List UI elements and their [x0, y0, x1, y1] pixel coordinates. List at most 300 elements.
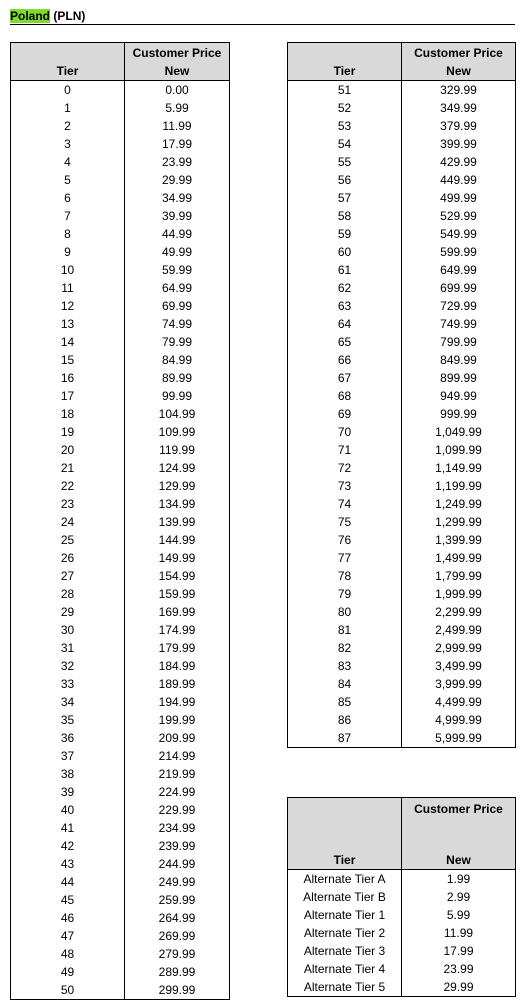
table-row [11, 783, 230, 801]
tier-cell: Alternate Tier 4 [288, 960, 402, 978]
table-row [288, 369, 516, 387]
tier-cell: 30 [11, 621, 125, 639]
table-header-row [11, 43, 230, 81]
tier-cell: 32 [11, 657, 125, 675]
price-cell: 4,499.99 [435, 695, 482, 709]
table-row [288, 603, 516, 621]
tier-cell: 80 [288, 603, 402, 621]
tier-cell: 41 [11, 819, 125, 837]
table-row [288, 513, 516, 531]
tier-cell: 12 [11, 297, 125, 315]
tier-cell: 9 [11, 243, 125, 261]
price-cell: 749.99 [440, 317, 477, 331]
price-cell: 23.99 [161, 155, 193, 169]
tier-cell: 81 [288, 621, 402, 639]
tier-cell: 69 [288, 405, 402, 423]
price-cell: 64.99 [161, 281, 193, 295]
tier-column-header: Tier [288, 798, 402, 870]
tier-cell: 53 [288, 117, 402, 135]
table-row [288, 261, 516, 279]
price-cell: 329.99 [440, 83, 477, 97]
tier-cell: 31 [11, 639, 125, 657]
tier-cell: 42 [11, 837, 125, 855]
table-row [288, 942, 516, 960]
price-cell: 1.99 [446, 872, 471, 886]
table-row [288, 117, 516, 135]
table-row [11, 117, 230, 135]
tier-cell: 57 [288, 189, 402, 207]
table-row [288, 459, 516, 477]
country-name: Poland [10, 9, 51, 23]
table-row [11, 693, 230, 711]
tier-cell: 70 [288, 423, 402, 441]
table-row [288, 297, 516, 315]
tier-cell: 20 [11, 441, 125, 459]
price-cell: 49.99 [161, 245, 193, 259]
table-row [11, 297, 230, 315]
tier-cell: 36 [11, 729, 125, 747]
tier-cell: 68 [288, 387, 402, 405]
table-row [11, 459, 230, 477]
price-cell: 4,999.99 [435, 713, 482, 727]
tier-cell: 44 [11, 873, 125, 891]
price-cell: 0.00 [165, 83, 189, 97]
price-cell: 134.99 [158, 497, 196, 511]
table-row [11, 603, 230, 621]
price-cell: 104.99 [158, 407, 196, 421]
price-cell: 119.99 [159, 443, 195, 457]
price-header-line2: New [446, 853, 471, 867]
table-row [11, 909, 230, 927]
table-row [11, 225, 230, 243]
table-row [11, 333, 230, 351]
price-cell: 449.99 [440, 173, 477, 187]
tier-cell: 28 [11, 585, 125, 603]
price-cell: 17.99 [443, 944, 474, 958]
price-cell: 124.99 [158, 461, 196, 475]
table-row [288, 693, 516, 711]
tier-cell: 65 [288, 333, 402, 351]
table-row [11, 729, 230, 747]
tier-cell: 54 [288, 135, 402, 153]
price-cell: 224.99 [158, 785, 196, 799]
price-column-header [402, 43, 516, 81]
table-row [288, 423, 516, 441]
table-row [288, 906, 516, 924]
tier-column-header: Tier [11, 43, 125, 81]
tier-cell: 40 [11, 801, 125, 819]
tier-cell: 43 [11, 855, 125, 873]
tier-cell: 17 [11, 387, 125, 405]
tier-cell: 24 [11, 513, 125, 531]
price-cell: 849.99 [440, 353, 477, 367]
tier-cell: 2 [11, 117, 125, 135]
table-row [11, 765, 230, 783]
tier-cell: 58 [288, 207, 402, 225]
price-cell: 289.99 [158, 965, 196, 979]
table-row [11, 531, 230, 549]
tier-cell: Alternate Tier 5 [288, 978, 402, 997]
tier-cell: 29 [11, 603, 125, 621]
table-row [288, 99, 516, 117]
tier-cell: 60 [288, 243, 402, 261]
tier-cell: 13 [11, 315, 125, 333]
price-cell: 649.99 [440, 263, 477, 277]
price-cell: 214.99 [158, 749, 196, 763]
tier-cell: 15 [11, 351, 125, 369]
price-cell: 29.99 [402, 978, 516, 997]
table-row [288, 135, 516, 153]
tier-cell: 37 [11, 747, 125, 765]
table-row [11, 657, 230, 675]
table-row [11, 837, 230, 855]
price-cell: 1,099.99 [435, 443, 482, 457]
price-cell: 379.99 [440, 119, 477, 133]
table-row [288, 495, 516, 513]
table-row [288, 243, 516, 261]
table-row [288, 585, 516, 603]
tier-cell: 82 [288, 639, 402, 657]
price-header-line1: Customer Price [414, 802, 503, 816]
price-cell: 244.99 [158, 857, 196, 871]
price-cell: 3,999.99 [435, 677, 482, 691]
tier-cell: 4 [11, 153, 125, 171]
tier-cell: 11 [11, 279, 125, 297]
price-cell: 529.99 [440, 209, 477, 223]
price-header-line1: Customer Price [132, 46, 222, 60]
table-row [288, 978, 516, 997]
table-row [288, 279, 516, 297]
table-row [11, 891, 230, 909]
table-row [11, 963, 230, 981]
price-cell: 144.99 [158, 533, 196, 547]
tier-cell: 6 [11, 189, 125, 207]
tier-cell: 64 [288, 315, 402, 333]
tier-cell: 19 [11, 423, 125, 441]
table-row [11, 189, 230, 207]
price-cell: 39.99 [161, 209, 193, 223]
table-row [288, 189, 516, 207]
price-cell: 799.99 [440, 335, 477, 349]
price-cell: 159.99 [158, 587, 196, 601]
price-column-header [125, 43, 230, 81]
page-title [10, 8, 515, 25]
tier-cell: 35 [11, 711, 125, 729]
price-cell: 729.99 [440, 299, 477, 313]
price-cell: 89.99 [161, 371, 193, 385]
tier-cell: 25 [11, 531, 125, 549]
tier-cell: 84 [288, 675, 402, 693]
price-cell: 299.99 [125, 981, 230, 1000]
table-header-row [288, 798, 516, 870]
tier-cell: 34 [11, 693, 125, 711]
price-cell: 2,999.99 [435, 641, 482, 655]
tier-cell: 50 [11, 981, 125, 1000]
tier-cell: 22 [11, 477, 125, 495]
price-cell: 179.99 [158, 641, 196, 655]
table-row [288, 531, 516, 549]
tier-cell: 72 [288, 459, 402, 477]
price-cell: 23.99 [443, 962, 474, 976]
table-row [288, 621, 516, 639]
table-row [288, 441, 516, 459]
tier-cell: 27 [11, 567, 125, 585]
table-row [11, 585, 230, 603]
table-row [11, 315, 230, 333]
price-cell: 999.99 [440, 407, 477, 421]
price-cell: 899.99 [440, 371, 477, 385]
tier-cell: 46 [11, 909, 125, 927]
price-cell: 189.99 [158, 677, 196, 691]
table-row [11, 405, 230, 423]
price-cell: 79.99 [161, 335, 193, 349]
tier-cell: 75 [288, 513, 402, 531]
price-cell: 949.99 [440, 389, 477, 403]
price-cell: 149.99 [158, 551, 196, 565]
table-row [288, 549, 516, 567]
tier-column-header: Tier [288, 43, 402, 81]
table-row [11, 441, 230, 459]
tier-cell: 5 [11, 171, 125, 189]
tier-cell: 62 [288, 279, 402, 297]
tier-cell: 18 [11, 405, 125, 423]
price-cell: 99.99 [161, 389, 193, 403]
table-row [288, 315, 516, 333]
price-cell: 139.99 [158, 515, 196, 529]
tier-cell: 78 [288, 567, 402, 585]
price-header-line1: Customer Price [414, 46, 503, 60]
tier-cell: 71 [288, 441, 402, 459]
table-row [288, 171, 516, 189]
price-cell: 2.99 [446, 890, 471, 904]
table-row [288, 888, 516, 906]
price-cell: 2,299.99 [435, 605, 482, 619]
price-cell: 129.99 [158, 479, 196, 493]
tier-cell: 56 [288, 171, 402, 189]
price-cell: 44.99 [161, 227, 193, 241]
table-row [11, 495, 230, 513]
table-row [11, 639, 230, 657]
tier-cell: 51 [288, 81, 402, 100]
price-cell: 199.99 [158, 713, 196, 727]
price-table-alternate-tiers [287, 797, 516, 997]
table-row [288, 351, 516, 369]
table-row [288, 639, 516, 657]
table-row [11, 747, 230, 765]
table-row [288, 711, 516, 729]
tier-cell: 45 [11, 891, 125, 909]
tier-cell: Alternate Tier 3 [288, 942, 402, 960]
tier-cell: Alternate Tier 2 [288, 924, 402, 942]
table-row [288, 207, 516, 225]
price-cell: 3,499.99 [435, 659, 482, 673]
table-row [11, 369, 230, 387]
price-cell: 69.99 [161, 299, 193, 313]
price-cell: 5.99 [446, 908, 471, 922]
price-header-line2: New [446, 64, 471, 78]
price-cell: 264.99 [158, 911, 196, 925]
price-cell: 349.99 [440, 101, 477, 115]
table-row [288, 405, 516, 423]
table-row [288, 729, 516, 748]
price-cell: 29.99 [161, 173, 193, 187]
price-cell: 5.99 [165, 101, 189, 115]
price-cell: 269.99 [158, 929, 196, 943]
price-cell: 17.99 [161, 137, 193, 151]
tier-cell: 76 [288, 531, 402, 549]
price-cell: 239.99 [158, 839, 196, 853]
table-row [11, 549, 230, 567]
table-row [288, 960, 516, 978]
tier-cell: 63 [288, 297, 402, 315]
table-header-row [288, 43, 516, 81]
tier-cell: 7 [11, 207, 125, 225]
table-row [11, 711, 230, 729]
price-cell: 229.99 [158, 803, 196, 817]
tier-cell: 21 [11, 459, 125, 477]
price-cell: 154.99 [158, 569, 196, 583]
table-row [11, 873, 230, 891]
price-cell: 11.99 [443, 926, 474, 940]
price-cell: 1,299.99 [435, 515, 482, 529]
price-cell: 174.99 [158, 623, 196, 637]
table-row [288, 153, 516, 171]
tier-cell: 52 [288, 99, 402, 117]
table-row [288, 924, 516, 942]
price-cell: 259.99 [158, 893, 196, 907]
tier-cell: 38 [11, 765, 125, 783]
tier-cell: 73 [288, 477, 402, 495]
table-row [288, 675, 516, 693]
price-cell: 549.99 [440, 227, 477, 241]
table-row [288, 225, 516, 243]
tier-cell: 77 [288, 549, 402, 567]
table-row [288, 657, 516, 675]
tier-cell: 10 [11, 261, 125, 279]
price-cell: 699.99 [440, 281, 477, 295]
table-row [288, 477, 516, 495]
price-cell: 249.99 [158, 875, 196, 889]
price-cell: 599.99 [440, 245, 477, 259]
price-cell: 2,499.99 [435, 623, 482, 637]
tier-cell: 39 [11, 783, 125, 801]
price-cell: 1,249.99 [435, 497, 482, 511]
tier-cell: 33 [11, 675, 125, 693]
table-row [11, 279, 230, 297]
tier-cell: 16 [11, 369, 125, 387]
table-row [11, 261, 230, 279]
tier-cell: 1 [11, 99, 125, 117]
price-cell: 34.99 [161, 191, 193, 205]
tier-cell: 47 [11, 927, 125, 945]
tier-cell: 8 [11, 225, 125, 243]
tier-cell: 49 [11, 963, 125, 981]
tier-cell: 26 [11, 549, 125, 567]
price-cell: 1,199.99 [435, 479, 482, 493]
table-row [11, 243, 230, 261]
table-row [11, 135, 230, 153]
table-row [288, 387, 516, 405]
tier-cell: 55 [288, 153, 402, 171]
price-cell: 74.99 [161, 317, 193, 331]
table-row [11, 513, 230, 531]
price-table-tiers-0-50 [10, 42, 230, 1000]
price-header-line2: New [164, 64, 190, 78]
tier-cell: 3 [11, 135, 125, 153]
table-row [11, 945, 230, 963]
price-cell: 1,399.99 [435, 533, 482, 547]
table-row [11, 621, 230, 639]
table-row [288, 870, 516, 889]
table-row [11, 567, 230, 585]
table-row [11, 819, 230, 837]
table-row [11, 675, 230, 693]
table-row [288, 567, 516, 585]
price-cell: 1,999.99 [435, 587, 482, 601]
tier-cell: 87 [288, 729, 402, 748]
tier-cell: Alternate Tier 1 [288, 906, 402, 924]
tier-cell: 79 [288, 585, 402, 603]
price-cell: 84.99 [161, 353, 193, 367]
table-row [11, 477, 230, 495]
price-column-header [402, 798, 516, 870]
tier-cell: 85 [288, 693, 402, 711]
tier-cell: 66 [288, 351, 402, 369]
price-cell: 5,999.99 [402, 729, 516, 748]
table-row [11, 801, 230, 819]
tier-cell: 59 [288, 225, 402, 243]
tier-cell: 67 [288, 369, 402, 387]
price-cell: 429.99 [440, 155, 477, 169]
currency-code: (PLN) [53, 9, 86, 23]
table-row [288, 333, 516, 351]
price-cell: 109.99 [158, 425, 196, 439]
price-cell: 169.99 [158, 605, 196, 619]
table-row [11, 99, 230, 117]
price-cell: 499.99 [440, 191, 477, 205]
table-row [11, 855, 230, 873]
tier-cell: 83 [288, 657, 402, 675]
table-row [11, 351, 230, 369]
price-cell: 234.99 [158, 821, 196, 835]
price-cell: 11.99 [162, 119, 192, 133]
price-cell: 209.99 [158, 731, 196, 745]
table-row [11, 387, 230, 405]
tier-cell: 14 [11, 333, 125, 351]
tier-cell: 86 [288, 711, 402, 729]
tier-cell: 61 [288, 261, 402, 279]
table-row [11, 423, 230, 441]
price-cell: 399.99 [440, 137, 477, 151]
price-cell: 194.99 [158, 695, 196, 709]
price-cell: 1,499.99 [435, 551, 482, 565]
tier-cell: 48 [11, 945, 125, 963]
table-row [288, 81, 516, 100]
tier-cell: 74 [288, 495, 402, 513]
price-cell: 184.99 [158, 659, 196, 673]
tier-cell: Alternate Tier A [288, 870, 402, 889]
price-cell: 59.99 [161, 263, 193, 277]
price-table-tiers-51-87 [287, 42, 516, 748]
table-row [11, 927, 230, 945]
price-cell: 1,799.99 [435, 569, 482, 583]
price-cell: 279.99 [158, 947, 196, 961]
price-cell: 1,049.99 [435, 425, 482, 439]
tier-cell: 23 [11, 495, 125, 513]
tier-cell: Alternate Tier B [288, 888, 402, 906]
table-row [11, 171, 230, 189]
table-row [11, 981, 230, 1000]
